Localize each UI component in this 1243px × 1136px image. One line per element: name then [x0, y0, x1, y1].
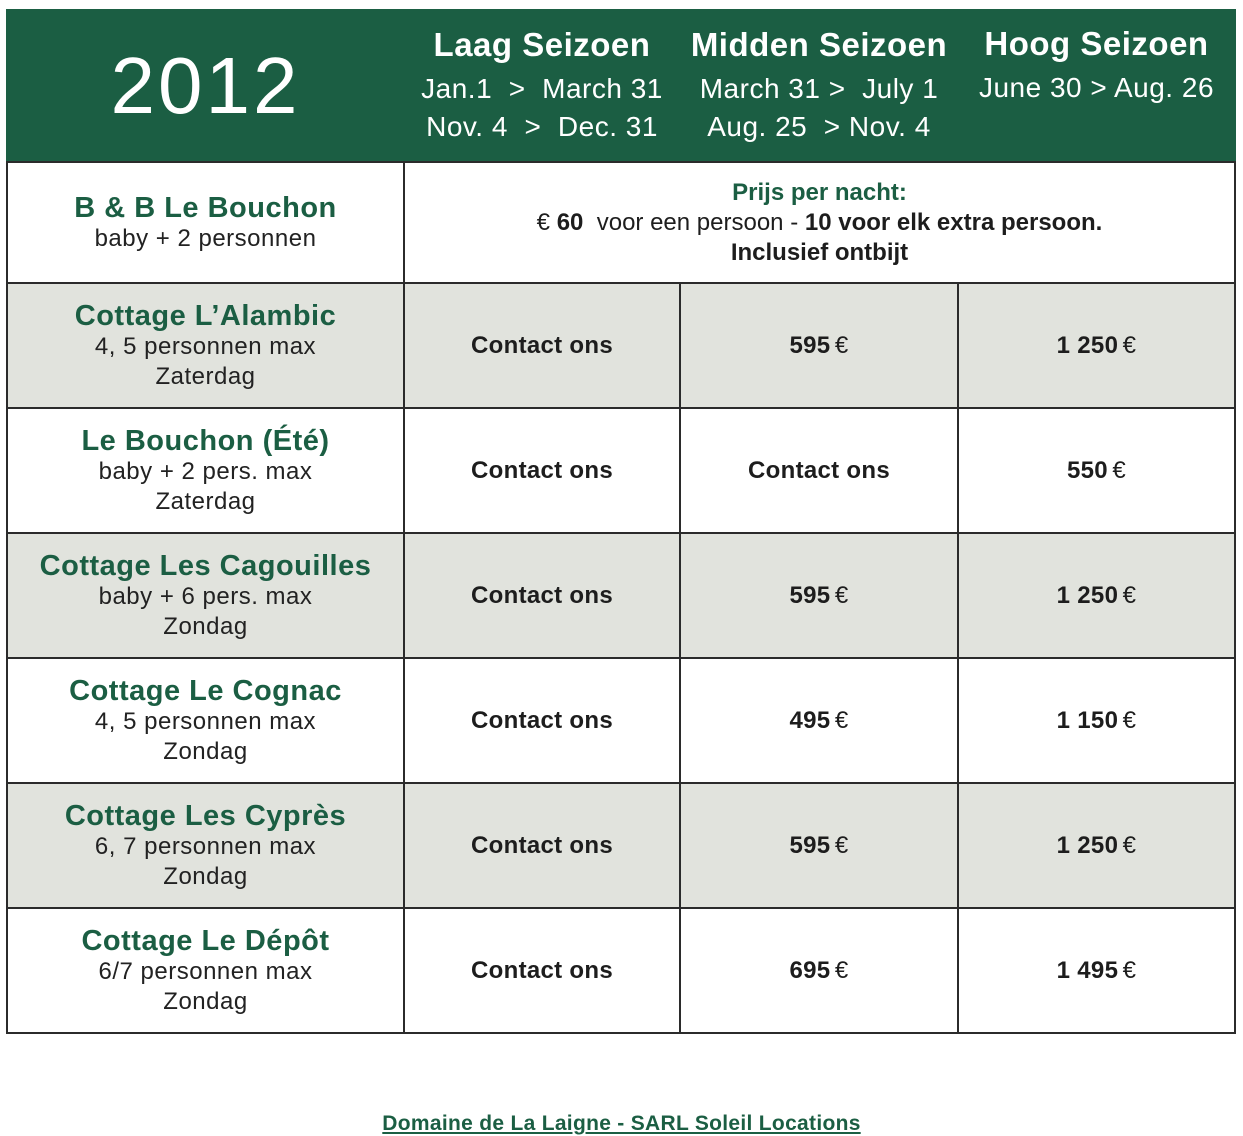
table-row: [7, 533, 1235, 658]
price-mid-cell: [680, 908, 958, 1033]
price-mid: Contact ons: [748, 456, 890, 484]
property-changeover-day: Zondag: [163, 862, 248, 890]
season-mid-cell: [680, 10, 958, 162]
property-changeover-day: Zaterdag: [155, 362, 256, 390]
price-low-cell: [404, 533, 680, 658]
euro-symbol: €: [1122, 956, 1137, 984]
price-low-cell: [404, 658, 680, 783]
price-low: Contact ons: [471, 456, 613, 484]
table-row: [7, 658, 1235, 783]
property-cell: [7, 533, 404, 658]
price-low: Contact ons: [471, 706, 613, 734]
euro-symbol: €: [834, 331, 849, 359]
euro-symbol: €: [834, 831, 849, 859]
season-mid-range-1: March 31 > July 1: [699, 73, 939, 104]
season-high-name: Hoog Seizoen: [984, 25, 1209, 62]
table-header: [7, 10, 1235, 162]
bb-price-info: [405, 178, 1234, 268]
euro-symbol: €: [834, 706, 849, 734]
price-table: [6, 9, 1236, 1034]
season-mid-name: Midden Seizoen: [690, 26, 948, 63]
property-changeover-day: Zondag: [163, 612, 248, 640]
euro-symbol: €: [1122, 331, 1137, 359]
season-low-name: Laag Seizoen: [433, 26, 651, 63]
property-changeover-day: Zaterdag: [155, 487, 256, 515]
property-name: B & B Le Bouchon: [74, 191, 337, 224]
price-high-cell: [958, 658, 1235, 783]
price-high-cell: [958, 408, 1235, 533]
table-row: [7, 908, 1235, 1033]
price-high: 1 250: [1056, 581, 1119, 609]
price-mid-cell: [680, 283, 958, 408]
property-cell: [7, 408, 404, 533]
bb-price-cell: [404, 162, 1235, 283]
season-high-cell: [958, 10, 1235, 162]
euro-symbol: €: [1122, 831, 1137, 859]
year-label: 2012: [110, 41, 301, 130]
price-high-cell: [958, 908, 1235, 1033]
euro-symbol: €: [1122, 706, 1137, 734]
season-low-cell: [404, 10, 680, 162]
table-body: [7, 162, 1235, 1033]
euro-symbol: €: [1122, 581, 1137, 609]
property-cell: [7, 162, 404, 283]
price-high: 1 250: [1056, 331, 1119, 359]
price-high: 550: [1066, 456, 1108, 484]
property-capacity: 4, 5 personnen max: [94, 707, 317, 735]
price-mid-cell: [680, 533, 958, 658]
season-mid-range-2: Aug. 25 > Nov. 4: [707, 111, 931, 142]
property-name: Cottage Le Dépôt: [81, 924, 330, 957]
bb-price-heading: Prijs per nacht:: [732, 178, 907, 206]
price-high-cell: [958, 533, 1235, 658]
year-cell: [7, 10, 404, 162]
table-row: [7, 283, 1235, 408]
euro-symbol: €: [834, 956, 849, 984]
property-cell: [7, 783, 404, 908]
property-cell: [7, 908, 404, 1033]
price-high: 1 150: [1056, 706, 1119, 734]
property-cell: [7, 658, 404, 783]
season-low-range-1: Jan.1 > March 31: [421, 73, 663, 104]
price-mid: 695: [789, 956, 831, 984]
price-low-cell: [404, 408, 680, 533]
price-high-cell: [958, 283, 1235, 408]
price-mid-cell: [680, 408, 958, 533]
price-low: Contact ons: [471, 831, 613, 859]
price-mid: 595: [789, 331, 831, 359]
price-low: Contact ons: [471, 956, 613, 984]
bb-price-extra: 10 voor elk extra persoon.: [804, 208, 1103, 236]
price-mid: 595: [789, 581, 831, 609]
price-low-cell: [404, 283, 680, 408]
price-mid-cell: [680, 658, 958, 783]
table-row: [7, 783, 1235, 908]
price-low-cell: [404, 908, 680, 1033]
bb-price-mid: voor een persoon -: [583, 208, 805, 236]
price-low-cell: [404, 783, 680, 908]
property-name: Cottage Les Cagouilles: [39, 549, 372, 582]
property-name: Cottage Les Cyprès: [64, 799, 347, 832]
price-high: 1 495: [1056, 956, 1119, 984]
bb-price-note: Inclusief ontbijt: [730, 238, 909, 266]
property-name: Le Bouchon (Été): [81, 424, 330, 457]
table-row: [7, 162, 1235, 283]
footer-company-link[interactable]: Domaine de La Laigne - SARL Soleil Locations: [382, 1112, 861, 1135]
property-capacity: 4, 5 personnen max: [94, 332, 317, 360]
property-capacity: baby + 6 pers. max: [98, 582, 313, 610]
property-capacity: baby + 2 pers. max: [98, 457, 313, 485]
bb-price-amount: 60: [556, 208, 584, 236]
property-capacity: 6, 7 personnen max: [94, 832, 317, 860]
price-low: Contact ons: [471, 581, 613, 609]
season-high-range-1: June 30 > Aug. 26: [978, 72, 1215, 103]
table-row: [7, 408, 1235, 533]
property-name: Cottage L’Alambic: [74, 299, 337, 332]
property-capacity: 6/7 personnen max: [98, 957, 313, 985]
property-name: Cottage Le Cognac: [69, 674, 342, 707]
price-mid-cell: [680, 783, 958, 908]
property-changeover-day: Zondag: [163, 737, 248, 765]
euro-symbol: €: [834, 581, 849, 609]
euro-symbol: €: [1112, 456, 1127, 484]
price-high-cell: [958, 783, 1235, 908]
bb-price-prefix: €: [536, 208, 557, 236]
season-low-range-2: Nov. 4 > Dec. 31: [426, 111, 658, 142]
price-high: 1 250: [1056, 831, 1119, 859]
property-cell: [7, 283, 404, 408]
price-mid: 595: [789, 831, 831, 859]
property-changeover-day: Zondag: [163, 987, 248, 1015]
price-mid: 495: [789, 706, 831, 734]
header-row: [7, 10, 1235, 162]
price-low: Contact ons: [471, 331, 613, 359]
property-capacity: baby + 2 personnen: [94, 224, 317, 252]
bb-price-line: [405, 208, 1234, 238]
